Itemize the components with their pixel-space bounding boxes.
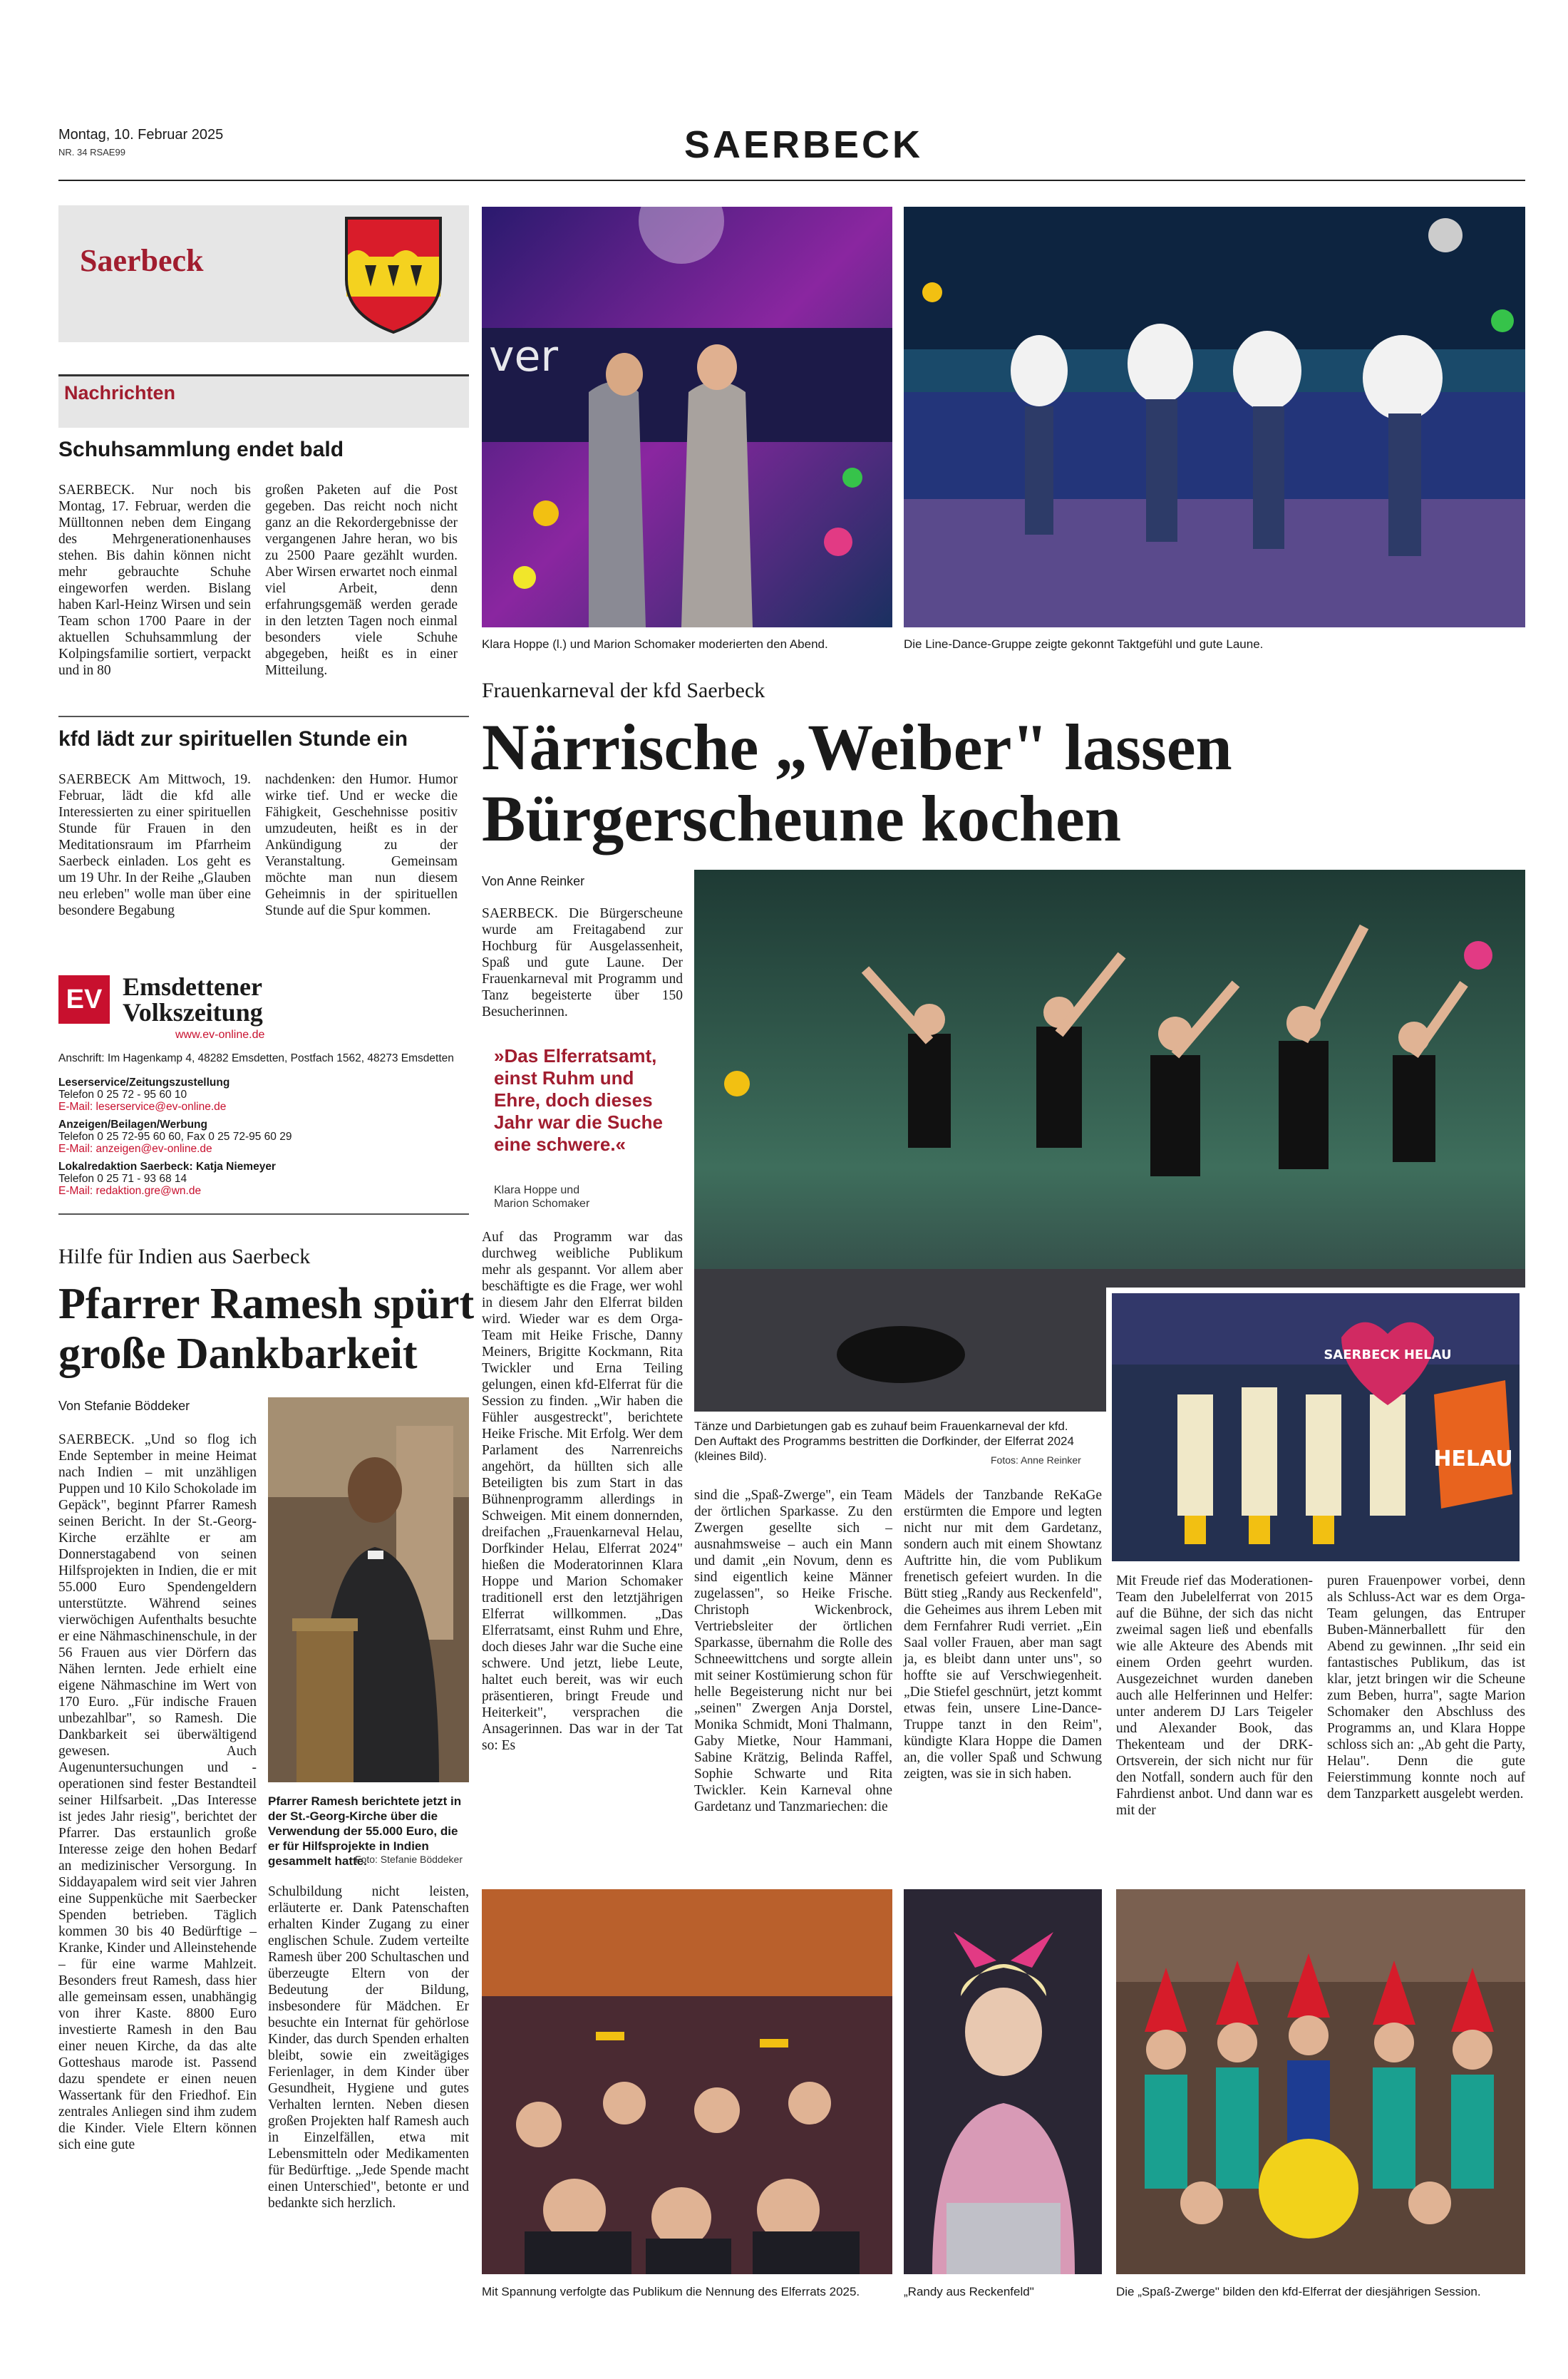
india-col1: SAERBECK. „Und so flog ich Ende September in meine Heimat nach Indien – mit unzähligen Puppen und 10 Kilo Schokolade im Gepäck", beginnt Pfarrer Ramesh seinen Bericht. In der St.-Georg-Kirche erzählte er am Donnerstagabend von seinen Hilfsprojekten in Indien, die er mit 55.000 Euro Spendengeldern unterstützte. Während seines vierwöchigen Aufenthalts besuchte er eine Nähmaschinenschule, in der 56 Frauen aus vier Dörfern das Nähen lernten. Jede erhielt eine eigene Nähmaschine im Wert von 170 Euro. „Für indische Frauen unbezahlbar", so Ramesh. Die Dankbarkeit sei überwältigend gewesen. Auch Augenuntersuchungen und -operationen sind fester Bestandteil seiner Hilfsarbeit. „Das Interesse ist jedes Jahr riesig", berichtet der Pfarrer. Das erstaunlich große Interesse zeige den hohen Bedarf an medizinischer Versorgung. In Siddayapalem wird seit vier Jahren eine Suppenküche mit Saerbecker Spenden betrieben. Täglich kommen 30 bis 40 Bedürftige – Kranke, Kinder und Alleinstehende – für eine warme Mahlzeit. Besonders freut Ramesh, dass hier alle gemeinsam essen, unabhängig von ihrer Kaste. 8800 Euro investierte Ramesh in den Bau einer neuen Kirche, da das alte Gotteshaus marode ist. Passend dazu spendete er einen neuen Wassertank für den Friedhof. Ein zentrales Anliegen sind ihm zudem die Kinder. Viele Eltern können sich eine gute xyxy=(58,1432,257,2152)
carnival-col5: puren Frauenpower vorbei, denn als Schluss-Act war es dem Orga-Team gelungen, das Entruper Buben-Männerballett für den Abend zu gewinnen. „Ihr seid ein fantastisches Publikum, das ist klar, jetzt bringen wir die Scheune zum Beben, hurra", sagte Marion Schomaker den Abschluss des Programms an, und Klara Hoppe schloss sich an: „Ab geht die Party, Helau". Denn die gute Feierstimmung konnte noch auf dem Tanzparkett ausgelebt werden. xyxy=(1327,1573,1525,1802)
publisher-contacts: Leserservice/Zeitungszustellung Telefon 0 25 72 - 95 60 10 E-Mail: leserservice@ev-online.de Anzeigen/Beilagen/Werbung Telefon 0 25 72-95 60 60, Fax 0 25 72-95 60 29 E-Mail: anzeigen@ev-online.de Lokalredaktion Saerbeck: Katja Niemeyer Telefon 0 25 71 - 93 68 14 E-Mail: redaktion.gre@wn.de xyxy=(58,1077,292,1197)
publisher-address: Anschrift: Im Hagenkamp 4, 48282 Emsdetten, Postfach 1562, 48273 Emsdetten xyxy=(58,1052,454,1064)
pastor-photo xyxy=(268,1397,469,1782)
moderators-photo xyxy=(482,207,892,627)
news-label: Nachrichten xyxy=(64,382,176,404)
svg-text:ver: ver xyxy=(489,332,559,381)
carnival-kicker: Frauenkarneval der kfd Saerbeck xyxy=(482,679,765,702)
carnival-byline: Von Anne Reinker xyxy=(482,874,585,888)
gnomes-caption: Die „Spaß-Zwerge" bilden den kfd-Elferrat der diesjährigen Session. xyxy=(1116,2285,1481,2298)
inset-sign-text: SAERBECK HELAU xyxy=(1324,1347,1452,1362)
quote-attribution: Klara Hoppe und Marion Schomaker xyxy=(494,1184,590,1210)
news2-col1: SAERBECK Am Mittwoch, 19. Februar, lädt die kfd alle Interessierten zu einer spirituellen Stunde für Frauen in den Meditationsraum im Pfarrheim Saerbeck einladen. Los geht es um 19 Uhr. In der Reihe „Glauben neu erleben" wolle man über eine besondere Begabung xyxy=(58,772,251,918)
publisher-url[interactable]: www.ev-online.de xyxy=(175,1029,265,1041)
dancers-caption: Tänze und Darbietungen gab es zuhauf beim Frauenkarneval der kfd. Den Auftakt des Programms bestritten die Dorfkinder, der Elferrat 2024 (kleines Bild). xyxy=(694,1419,1074,1463)
audience-caption: Mit Spannung verfolgte das Publikum die Nennung des Elferrats 2025. xyxy=(482,2285,860,2298)
publisher-name: Emsdettener Volkszeitung xyxy=(123,972,263,1027)
news2-col2: nachdenken: den Humor. Humor wirke tief. Und er wecke die Fähigkeit, Geschehnisse positiv umzudeuten, heißt es in der Ankündigung zu der Veranstaltung. Gemeinsam möchte man nun diesem Geheimnis in der spirituellen Stunde auf die Spur kommen. xyxy=(265,772,458,918)
pastor-photo-credit: Foto: Stefanie Böddeker xyxy=(355,1854,463,1865)
india-headline: Pfarrer Ramesh spürt große Dankbarkeit xyxy=(58,1280,475,1378)
line-dance-caption: Die Line-Dance-Gruppe zeigte gekonnt Taktgefühl und gute Laune. xyxy=(904,637,1264,651)
carnival-col3: Mädels der Tanzbande ReKaGe erstürmten die Empore und legten nicht nur mit dem Gardetanz, sondern auch mit einem Showtanz Auftritte hin, die vom Publikum frenetisch gefeiert wurden. In die Bütt stieg „Randy aus Reckenfeld", die Geheimes aus ihrem Leben mit dem Fernfahrer Rudi verriet. „Ein Saal voller Frauen, aber man sagt ja, es bleibt dann unter uns", so hoffte sie auf Verschwiegenheit. „Die Stiefel geschnürt, jetzt kommt etwas fein, unsere Line-Dance-Truppe tanzt in den Reim", kündigte Klara Hoppe die Damen an, die voller Spaß und Schwung zeigten, was sie in sich haben. xyxy=(904,1488,1102,1782)
carnival-col2: sind die „Spaß-Zwerge", ein Team der örtlichen Sparkasse. Zu den Zwergen gesellte sich – ausnahmsweise – auch ein Mann und damit „ein Novum, denn es sind eigentlich keine Männer zugelassen", so Heike Frische. Christoph Wickenbrock, Vertriebsleiter der örtlichen Sparkasse, übernahm die Rolle des Schneewittchens und sorgte allein mit seiner Kostümierung schon für helle Begeisterung nicht nur bei „seinen" Zwergen Anja Dorstel, Monika Schmidt, Moni Thalmann, Gaby Mietke, Nour Hammani, Sabine Krätzig, Belinda Raffel, Sophie Schwarte und Rita Twickler. Kein Karneval ohne Gardetanz und Tanzmariechen: die xyxy=(694,1488,892,1814)
dancers-photo-credit: Fotos: Anne Reinker xyxy=(991,1454,1081,1466)
header-rule xyxy=(58,180,1525,181)
carnival-lead: SAERBECK. Die Bürgerscheune wurde am Freitagabend zur Hochburg für Ausgelassenheit, Spaß und gute Laune. Der Frauenkarneval mit Programm und Tanz begeisterte über 150 Besucherinnen. xyxy=(482,906,683,1019)
carnival-quote: »Das Elferratsamt, einst Ruhm und Ehre, doch dieses Jahr war die Suche eine schwere.« xyxy=(494,1045,663,1155)
issue-date: Montag, 10. Februar 2025 xyxy=(58,127,224,143)
inset-sign-text-2: HELAU xyxy=(1433,1447,1513,1471)
india-col2: Schulbildung nicht leisten, erläuterte er. Dank Patenschaften erhalten Kinder Zugang zu einer englischen Schule. Zudem verteilte Ramesh über 200 Schultaschen und überzeugte Eltern von der Bedeutung der Bildung, insbesondere für Mädchen. Er besuchte ein Internat für gehörlose Kinder, das durch Spenden erhalten bleibt, sowie ein zweitägiges Ferienlager, in dem Kinder über Gesundheit, Hygiene und gutes Verhalten lernten. Neben diesen großen Projekten half Ramesh auch in Einzelfällen, etwa mit Lebensmitteln oder Medikamenten für Bedürftige. „Jede Spende macht einen Unterschied", betonte er und bedankte sich herzlich. xyxy=(268,1884,469,2211)
moderators-caption: Klara Hoppe (l.) und Marion Schomaker moderierten den Abend. xyxy=(482,637,828,651)
section-title: SAERBECK xyxy=(684,123,924,166)
elferrat-2024-inset-photo xyxy=(1106,1288,1525,1567)
news1-title: Schuhsammlung endet bald xyxy=(58,438,344,461)
india-byline: Von Stefanie Böddeker xyxy=(58,1399,190,1413)
divider xyxy=(58,1213,469,1215)
publisher-logo: EV xyxy=(58,975,110,1024)
locality-name: Saerbeck xyxy=(80,243,204,278)
divider xyxy=(58,716,469,717)
india-kicker: Hilfe für Indien aus Saerbeck xyxy=(58,1245,311,1268)
audience-photo xyxy=(482,1889,892,2274)
pastor-photo-caption: Pfarrer Ramesh berichtete jetzt in der St.-Georg-Kirche über die Verwendung der 55.000 Euro, die er für Hilfsprojekte in Indien gesammelt hatte. xyxy=(268,1794,462,1868)
randy-caption: „Randy aus Reckenfeld" xyxy=(904,2285,1034,2298)
carnival-col1: Auf das Programm war das durchweg weibliche Publikum mehr als gespannt. Vor allem aber beschäftigte es die Frage, wer wohl in diesem Jahr den Elferrat bilden wird. Wieder war es dem Orga-Team mit Heike Frische, Danny Meiners, Brigitte Kockmann, Rita Twickler und Erna Teiling gelungen, einen kfd-Elferrat für die Session zu finden. „Wir haben die Fühler ausgestreckt", berichtete Heike Frische. Mit Erfolg. Wer dem Parlament des Narrenreichs angehört, da hüllten sich alle Beteiligten bis zum Start in das Bühnenprogramm allerdings in Schweigen. Mit einem donnernden, dreifachen „Frauenkarneval Helau, Dorfkinder Helau, Elferrat 2024" hießen die Moderatorinnen Klara Hoppe und Marion Schomaker traditionell erst den letztjährigen Elferrat willkommen. „Das Elferratsamt, einst Ruhm und Ehre, doch dieses Jahr war die Suche eine schwere. Und jetzt, liebe Leute, haltet euch bereit, was wir euch präsentieren, bringt Freude und Heiterkeit", versprachen die Ansagerinnen. Das war in der Tat so: Es xyxy=(482,1230,683,1753)
news1-col2: großen Paketen auf die Post gegeben. Das reicht noch nicht ganz an die Rekordergebnisse der vergangenen Jahre heran, wo bis zu 2500 Paare gezählt wurden. Aber Wirsen erwartet noch einmal viel Arbeit, denn erfahrungsgemäß werden gerade in den letzten Tagen noch einmal besonders viele Schuhe abgegeben, heißt es in einer Mitteilung. xyxy=(265,483,458,678)
news1-col1: SAERBECK. Nur noch bis Montag, 17. Februar, werden die Mülltonnen neben dem Eingang des Mehrgenerationenhauses stehen. Bis dahin können nicht mehr gebrauchte Schuhe eingeworfen werden. Bislang haben Karl-Heinz Wirsen und sein Team schon 1700 Paare in der aktuellen Schuhsammlung der Kolpingsfamilie sortiert, verpackt und in 80 xyxy=(58,483,251,678)
news2-title: kfd lädt zur spirituellen Stunde ein xyxy=(58,727,408,751)
gnomes-photo xyxy=(1116,1889,1525,2274)
carnival-col4: Mit Freude rief das Moderationen-Team den Jubelelferrat von 2015 auf die Bühne, der sich das nicht zweimal sagen ließ und ebenfalls wie alle Akteure des Abends mit einem Orden geehrt wurden. Ausgezeichnet wurden daneben auch alle Helferinnen und Helfer: unter anderem DJ Lars Teigeler und Alexander Book, das Thekenteam und der DRK-Ortsverein, der sich nicht nur für den Notfall, sondern auch für den Fahrdienst anbot. Und dann war es mit der xyxy=(1116,1573,1313,1818)
edition-code: NR. 34 RSAE99 xyxy=(58,147,125,158)
coat-of-arms-icon xyxy=(344,215,443,335)
line-dance-photo xyxy=(904,207,1525,627)
carnival-headline: Närrische „Weiber" lassen Bürgerscheune kochen xyxy=(482,711,1232,855)
randy-photo xyxy=(904,1889,1102,2274)
